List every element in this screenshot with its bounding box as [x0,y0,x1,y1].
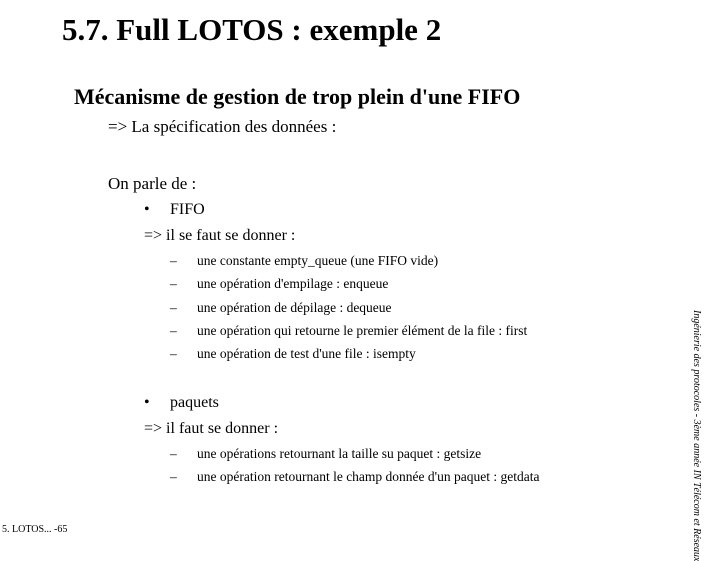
list-item [170,342,527,365]
side-margin-text: Ingénierie des protocoles - 3ème année IN Télécom et Réseaux [691,310,702,561]
fifo-bullet-item [144,201,205,219]
list-item-text: une opération de dépilage : dequeue [197,299,392,315]
list-item-text: une opération d'empilage : enqueue [197,276,389,292]
paquets-operations-list [170,442,539,489]
dash-icon: – [170,469,177,485]
on-parle-text: On parle de : [108,174,197,193]
slide-title: 5.7. Full LOTOS : exemple 2 [62,12,442,47]
paquets-need-text: => il faut se donner : [144,420,279,437]
dash-icon: – [170,276,177,292]
fifo-label: FIFO [170,201,205,218]
list-item-text: une constante empty_queue (une FIFO vide) [197,253,439,268]
intro-text: => La spécification des données : [108,117,337,136]
dash-icon: – [170,322,177,338]
list-item-text: une opérations retournant la taille su paquet : getsize [197,446,482,461]
list-item-text: une opération retournant le champ donnée d'un paquet : getdata [197,469,540,485]
dash-icon: – [170,253,177,268]
dash-icon: – [170,299,177,315]
list-item [170,296,527,319]
fifo-operations-list [170,249,527,365]
list-item-text: une opération qui retourne le premier élément de la file : first [197,322,528,338]
slide-subtitle: Mécanisme de gestion de trop plein d'une FIFO [74,84,521,109]
list-item [170,319,527,342]
paquets-bullet-item [144,394,219,412]
dash-icon: – [170,446,177,461]
list-item-text: une opération de test d'une file : isempty [197,346,416,362]
list-item [170,272,527,295]
list-item [170,465,539,488]
page-footer: 5. LOTOS... -65 [2,524,68,535]
bullet-icon: • [144,394,150,411]
paquets-label: paquets [170,394,219,411]
dash-icon: – [170,346,177,362]
list-item [170,442,539,465]
list-item [170,249,527,272]
bullet-icon: • [144,201,150,218]
fifo-need-text: => il se faut se donner : [144,227,296,244]
